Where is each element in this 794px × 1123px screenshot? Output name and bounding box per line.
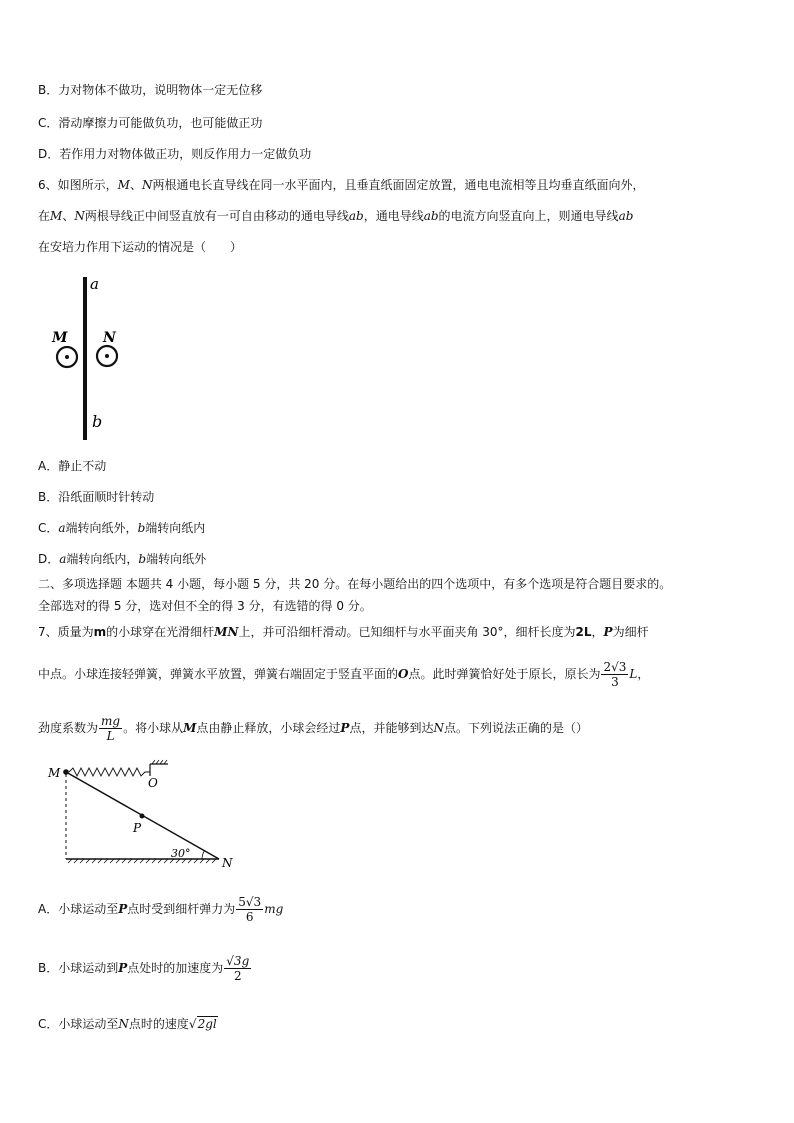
q6-option-c: C．a端转向纸外，b端转向纸内 bbox=[38, 521, 206, 535]
q7-option-c: C．小球运动至N点时的速度√2gl bbox=[38, 1017, 217, 1031]
label-b: b bbox=[92, 412, 103, 431]
label-a: a bbox=[90, 275, 99, 293]
option-c-sqrt: √2gl bbox=[188, 1017, 217, 1031]
q7-stem-line2: 中点。小球连接轻弹簧，弹簧水平放置，弹簧右端固定于竖直平面的O点。此时弹簧恰好处于原长，原长为 $\frac{2√3}{3}$ L， bbox=[38, 660, 650, 689]
q7-figure bbox=[44, 760, 244, 875]
q6-figure bbox=[50, 275, 130, 445]
section2-instructions-line2: 全部选对的得 5 分，选对但不全的得 3 分，有选错的得 0 分。 bbox=[38, 599, 372, 613]
angle-arc bbox=[202, 851, 205, 860]
label-p: P bbox=[133, 821, 142, 835]
q6-option-d: D．a端转向纸内，b端转向纸外 bbox=[38, 552, 207, 566]
ball-m bbox=[63, 769, 69, 775]
q7-stem-line3: 劲度系数为 $\frac{mg}{L}$ 。将小球从M点由静止释放，小球会经过P点，并能够到达N点。下列说法正确的是（） bbox=[38, 714, 588, 743]
section2-instructions-line1: 二、多项选择题 本题共 4 小题，每小题 5 分，共 20 分。在每小题给出的四个选项中，有多个选项是符合题目要求的。 bbox=[38, 577, 672, 591]
option-b-fraction: $\frac{√3g}{2}$ bbox=[226, 954, 250, 983]
point-p bbox=[140, 814, 145, 819]
label-o: O bbox=[148, 776, 158, 790]
wire-m-dot bbox=[65, 355, 69, 359]
q6-stem-line3: 在安培力作用下运动的情况是（ ） bbox=[38, 240, 243, 254]
q6-stem-line2: 在M、N两根导线正中间竖直放有一可自由移动的通电导线ab，通电导线ab的电流方向竖直向上，则通电导线ab bbox=[38, 209, 634, 223]
q6-option-b: B．沿纸面顺时针转动 bbox=[38, 490, 155, 504]
q7-option-b: B．小球运动到P点处时的加速度为 $\frac{√3g}{2}$ bbox=[38, 954, 250, 983]
q6-option-a: A．静止不动 bbox=[38, 459, 107, 473]
q7-option-a: A．小球运动至P点时受到细杆弹力为 $\frac{5√3}{6}$ mg bbox=[38, 895, 284, 924]
label-angle: 30° bbox=[171, 847, 191, 860]
label-n: N bbox=[103, 330, 116, 346]
q5-option-b: B．力对物体不做功，说明物体一定无位移 bbox=[38, 83, 263, 97]
spring bbox=[69, 768, 150, 776]
label-m: M bbox=[52, 330, 68, 346]
option-a-fraction: $\frac{5√3}{6}$ bbox=[238, 895, 262, 924]
stiffness-fraction: $\frac{mg}{L}$ bbox=[101, 714, 121, 743]
q6-stem-line1: 6、如图所示，M、N两根通电长直导线在同一水平面内，且垂直纸面固定放置，通电电流相等且均垂直纸面向外， bbox=[38, 178, 645, 192]
label-n: N bbox=[222, 856, 233, 870]
wire-n-dot bbox=[105, 354, 109, 358]
q5-option-d: D．若作用力对物体做正功，则反作用力一定做负功 bbox=[38, 147, 312, 161]
q7-stem-line1: 7、质量为m的小球穿在光滑细杆MN上，并可沿细杆滑动。已知细杆与水平面夹角 30°，细杆长度为2L，P为细杆 bbox=[38, 625, 649, 639]
label-m: M bbox=[48, 766, 61, 780]
q5-option-c: C．滑动摩擦力可能做负功，也可能做正功 bbox=[38, 116, 263, 130]
spring-length-fraction: $\frac{2√3}{3}$ bbox=[603, 660, 627, 689]
